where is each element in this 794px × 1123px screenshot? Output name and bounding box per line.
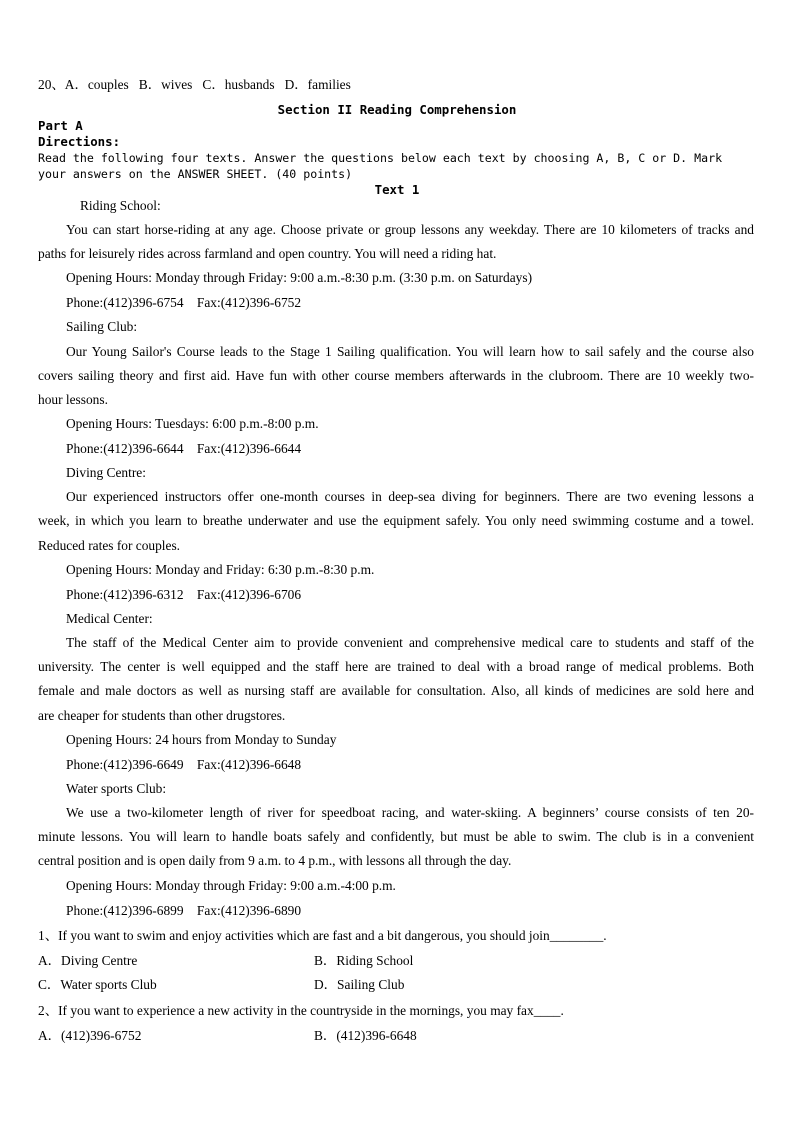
club-text-line: paths for leisurely rides across farmland and open country. You will need a riding hat.: [38, 246, 497, 261]
club-text-line: We use a two-kilometer length of river for speedboat racing, and water-skiing. A beginners’ course consists of ten 20-: [66, 805, 754, 820]
question-2-option-b[interactable]: B．(412)396-6648: [314, 1028, 417, 1043]
question-1-stem: 1、If you want to swim and enjoy activities which are fast and a bit dangerous, you should join________.: [38, 928, 607, 943]
club-text-line: You can start horse-riding at any age. Choose private or group lessons any weekday. There are 10 kilometers of tracks and: [66, 222, 754, 237]
club-hours: Opening Hours: Tuesdays: 6:00 p.m.-8:00 p.m.: [66, 416, 319, 431]
section-title: Section II Reading Comprehension: [277, 102, 517, 117]
club-name-medical: Medical Center:: [66, 611, 153, 626]
prev-option-c: C．husbands: [202, 77, 275, 92]
club-text-line: week, in which you learn to breathe underwater and use the equipment safely. You only need swimming costume and a towel.: [38, 513, 754, 528]
club-text-line: Our Young Sailor's Course leads to the Stage 1 Sailing qualification. You will learn how to sail safely and the course also: [66, 344, 754, 359]
directions-label: Directions:: [38, 134, 121, 149]
club-text-line: The staff of the Medical Center aim to provide convenient and comprehensive medical care to students and staff of the: [66, 635, 754, 650]
club-text-line: minute lessons. You will learn to handle boats safely and confidently, but must be able to swim. The club is in a convenient: [38, 829, 754, 844]
club-text-line: central position and is open daily from 9 a.m. to 4 p.m., with lessons all through the day.: [38, 853, 512, 868]
prev-option-a: A．couples: [64, 77, 129, 92]
prev-question-number: 20、: [38, 77, 65, 92]
club-phone: Phone:(412)396-6644 Fax:(412)396-6644: [66, 441, 302, 456]
prev-question: [38, 77, 351, 93]
club-text-line: female and male doctors as well as nursing staff are available for consultation. Also, all kinds of medicines are sold here and: [38, 683, 754, 698]
directions-line-1: Read the following four texts. Answer the questions below each text by choosing A, B, C or D. Mark: [38, 151, 723, 165]
question-2-option-a[interactable]: A．(412)396-6752: [38, 1028, 142, 1043]
club-phone: Phone:(412)396-6899 Fax:(412)396-6890: [66, 903, 302, 918]
question-1-option-a[interactable]: A．Diving Centre: [38, 953, 138, 968]
prev-option-d: D．families: [284, 77, 351, 92]
question-1-option-c[interactable]: C．Water sports Club: [38, 977, 157, 992]
club-text-line: Reduced rates for couples.: [38, 538, 181, 553]
question-2-stem: 2、If you want to experience a new activity in the countryside in the mornings, you may fax____.: [38, 1003, 564, 1018]
question-1-option-b[interactable]: B．Riding School: [314, 953, 414, 968]
club-name-riding: Riding School:: [80, 198, 161, 213]
club-hours: Opening Hours: 24 hours from Monday to Sunday: [66, 732, 337, 747]
club-name-sailing: Sailing Club:: [66, 319, 138, 334]
directions-line-2: your answers on the ANSWER SHEET. (40 points): [38, 167, 353, 181]
text-label: Text 1: [374, 182, 420, 197]
club-hours: Opening Hours: Monday through Friday: 9:00 a.m.-8:30 p.m. (3:30 p.m. on Saturdays): [66, 270, 533, 285]
prev-option-b: B．wives: [138, 77, 193, 92]
club-phone: Phone:(412)396-6649 Fax:(412)396-6648: [66, 757, 302, 772]
club-name-water-sports: Water sports Club:: [66, 781, 167, 796]
question-1-option-d[interactable]: D．Sailing Club: [314, 977, 405, 992]
part-label: Part A: [38, 118, 83, 133]
club-phone: Phone:(412)396-6312 Fax:(412)396-6706: [66, 587, 302, 602]
club-text-line: hour lessons.: [38, 392, 108, 407]
club-text-line: covers sailing theory and first aid. Have fun with other course members afterwards in the clubroom. There are 10 weekly two-: [38, 368, 754, 383]
club-text-line: university. The center is well equipped and the staff here are trained to deal with a broad range of medical problems. Both: [38, 659, 754, 674]
club-phone: Phone:(412)396-6754 Fax:(412)396-6752: [66, 295, 302, 310]
club-hours: Opening Hours: Monday through Friday: 9:00 a.m.-4:00 p.m.: [66, 878, 396, 893]
club-text-line: Our experienced instructors offer one-month courses in deep-sea diving for beginners. There are two evening lessons a: [66, 489, 754, 504]
club-text-line: are cheaper for students than other drugstores.: [38, 708, 286, 723]
club-hours: Opening Hours: Monday and Friday: 6:30 p.m.-8:30 p.m.: [66, 562, 375, 577]
club-name-diving: Diving Centre:: [66, 465, 146, 480]
